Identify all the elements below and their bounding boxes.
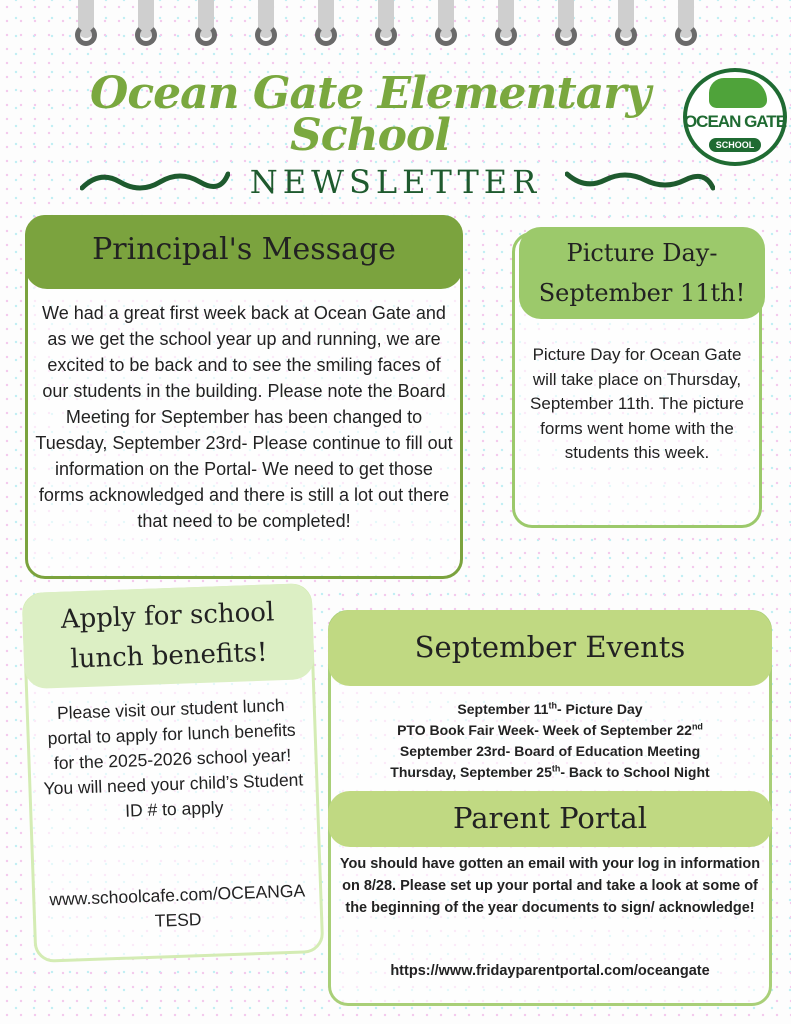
binder-ring-icon <box>375 0 397 46</box>
binder-ring-icon <box>195 0 217 46</box>
september-events-card <box>328 610 772 1006</box>
school-title: Ocean Gate Elementary <box>89 68 651 119</box>
lunch-portal-link[interactable]: www.schoolcafe.com/OCEANGATESD <box>49 880 306 931</box>
school-logo <box>683 68 787 166</box>
event-item: September 23rd- Board of Education Meeting <box>399 743 701 759</box>
binder-ring-icon <box>675 0 697 46</box>
alligator-mascot-icon <box>709 78 767 108</box>
newsletter-heading: NEWSLETTER <box>249 163 542 201</box>
lunch-benefits-card <box>22 583 325 963</box>
events-heading: September Events <box>328 610 772 686</box>
portal-link[interactable]: https://www.fridayparentportal.com/oceangate <box>390 963 710 979</box>
wave-divider-right <box>565 170 715 192</box>
binder-ring-icon <box>435 0 457 46</box>
binder-ring-icon <box>495 0 517 46</box>
picture-day-body: Picture Day for Ocean Gate will take place on Thursday, September 11th. The picture forms went home with the students this week. <box>530 345 744 462</box>
lunch-body: Please visit our student lunch portal to apply for lunch benefits for the 2025-2026 school year! You will need your child’s Student ID # to apply <box>43 695 304 821</box>
principal-heading: Principal's Message <box>25 215 463 289</box>
parent-portal-heading: Parent Portal <box>328 791 772 847</box>
binder-ring-icon <box>135 0 157 46</box>
events-list <box>331 699 769 783</box>
binder-ring-icon <box>555 0 577 46</box>
school-title-line2: School <box>290 110 450 161</box>
lunch-heading: Apply for school lunch benefits! <box>22 583 315 689</box>
logo-sub: SCHOOL <box>709 138 761 152</box>
picture-day-card <box>512 232 762 528</box>
principal-body: We had a great first week back at Ocean Gate and as we get the school year up and running, we are excited to be back and to see the smiling faces of our students in the building. Please note the Board Meeting for September has been changed to Tuesday, September 23rd- Please continue to fill out information on the Portal- We need to get those forms acknowledged and there is still a lot out there that need to be completed! <box>35 303 453 531</box>
event-item: Thursday, September 25th- Back to School Night <box>390 763 710 780</box>
binder-ring-icon <box>75 0 97 46</box>
binder-ring-icon <box>255 0 277 46</box>
portal-body: You should have gotten an email with your log in information on 8/28. Please set up your portal and take a look at some of the beginning of the year documents to sign/ acknowledge! <box>339 856 761 916</box>
picture-day-heading: Picture Day- September 11th! <box>519 227 765 319</box>
event-item: PTO Book Fair Week- Week of September 22nd <box>397 721 703 738</box>
binder-ring-icon <box>615 0 637 46</box>
principal-message-card <box>25 215 463 579</box>
event-item: September 11th- Picture Day <box>457 700 643 717</box>
binder-ring-icon <box>315 0 337 46</box>
logo-name: OCEAN GATE <box>683 112 787 131</box>
